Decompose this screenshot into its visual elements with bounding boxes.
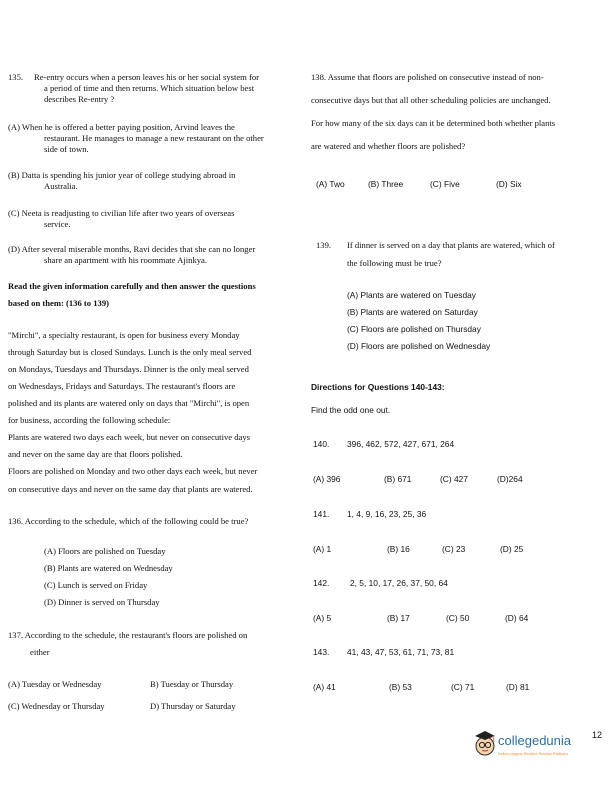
q138-stem: are watered and whether floors are polished? <box>311 141 466 151</box>
q135-option-a: restaurant. He manages to manage a new restaurant on the other <box>44 133 264 143</box>
passage-heading: Read the given information carefully and then answer the questions <box>8 281 256 291</box>
passage-line: for business, according the following schedule: <box>8 415 171 425</box>
q141-number: 141. <box>313 509 330 519</box>
logo-wordmark: collegedunia <box>498 733 572 748</box>
q142-option-a: (A) 5 <box>313 613 332 623</box>
passage-line: and never on the same day are that floors polished. <box>8 449 183 459</box>
collegedunia-logo <box>474 725 589 765</box>
q136-option-c: (C) Lunch is served on Friday <box>44 580 148 590</box>
q138-stem: For how many of the six days can it be determined both whether plants <box>311 118 556 128</box>
q135-option-d: (D) After several miserable months, Ravi decides that she can no longer <box>8 244 256 254</box>
passage-line: Floors are polished on Monday and two other days each week, but never <box>8 466 258 476</box>
q140-number: 140. <box>313 439 330 449</box>
passage-line: through Saturday but is closed Sundays. Lunch is the only meal served <box>8 347 252 357</box>
q139-stem: If dinner is served on a day that plants are watered, which of <box>347 240 555 250</box>
q135-option-a: side of town. <box>44 144 89 154</box>
q142-number: 142. <box>313 578 330 588</box>
passage-line: Plants are watered two days each week, but never on consecutive days <box>8 432 250 442</box>
q137-option-c: (C) Wednesday or Thursday <box>8 701 105 711</box>
q138-option-c: (C) Five <box>430 179 460 189</box>
q139-option-b: (B) Plants are watered on Saturday <box>347 307 478 317</box>
q139-option-c: (C) Floors are polished on Thursday <box>347 324 481 334</box>
q138-option-a: (A) Two <box>316 179 345 189</box>
q135-option-d: share an apartment with his roommate Ajinkya. <box>44 255 207 265</box>
q143-series: 41, 43, 47, 53, 61, 71, 73, 81 <box>347 647 455 657</box>
q138-option-b: (B) Three <box>368 179 404 189</box>
q139-option-a: (A) Plants are watered on Tuesday <box>347 290 476 300</box>
q140-series: 396, 462, 572, 427, 671, 264 <box>347 439 455 449</box>
q135-stem: describes Re-entry ? <box>44 94 115 104</box>
q141-series: 1, 4, 9, 16, 23, 25, 36 <box>347 509 427 519</box>
q136-option-d: (D) Dinner is served on Thursday <box>44 597 160 607</box>
q142-series: 2, 5, 10, 17, 26, 37, 50, 64 <box>350 578 448 588</box>
q136-option-b: (B) Plants are watered on Wednesday <box>44 563 173 573</box>
q141-option-a: (A) 1 <box>313 544 332 554</box>
q136-option-a: (A) Floors are polished on Tuesday <box>44 546 166 556</box>
passage-line: polished and its plants are watered only on days that "Mirchi", is open <box>8 398 250 408</box>
passage-heading: based on them: (136 to 139) <box>8 298 109 308</box>
passage-line: "Mirchi", a specialty restaurant, is open for business every Monday <box>8 330 240 340</box>
q142-option-b: (B) 17 <box>387 613 410 623</box>
q143-number: 143. <box>313 647 330 657</box>
q140-option-a: (A) 396 <box>313 474 341 484</box>
q135-stem: Re-entry occurs when a person leaves his or her social system for <box>34 72 260 82</box>
q141-option-b: (B) 16 <box>387 544 410 554</box>
q137-stem: 137. According to the schedule, the restaurant's floors are polished on <box>8 630 248 640</box>
q139-option-d: (D) Floors are polished on Wednesday <box>347 341 491 351</box>
q138-option-d: (D) Six <box>496 179 522 189</box>
passage-line: on Wednesdays, Fridays and Saturdays. The restaurant's floors are <box>8 381 236 391</box>
q141-option-d: (D) 25 <box>500 544 524 554</box>
q142-option-d: (D) 64 <box>505 613 529 623</box>
q142-option-c: (C) 50 <box>446 613 470 623</box>
passage-line: on Mondays, Tuesdays and Thursdays. Dinner is the only meal served <box>8 364 249 374</box>
logo-tagline: India's largest Student Review Platform <box>498 751 568 756</box>
q143-option-c: (C) 71 <box>451 682 475 692</box>
q143-option-d: (D) 81 <box>506 682 530 692</box>
q137-option-b: B) Tuesday or Thursday <box>150 679 234 689</box>
q135-option-b: Australia. <box>44 181 78 191</box>
q143-option-a: (A) 41 <box>313 682 336 692</box>
q139-number: 139. <box>316 240 332 250</box>
q141-option-c: (C) 23 <box>442 544 466 554</box>
directions-heading: Directions for Questions 140-143: <box>311 382 445 392</box>
q140-option-c: (C) 427 <box>440 474 468 484</box>
q135-option-c: (C) Neeta is readjusting to civilian life after two years of overseas <box>8 208 235 218</box>
q135-option-a: (A) When he is offered a better paying position, Arvind leaves the <box>8 122 235 132</box>
q137-stem: either <box>30 647 50 657</box>
q138-stem: 138. Assume that floors are polished on consecutive instead of non- <box>311 72 544 82</box>
q135-option-b: (B) Datta is spending his junior year of college studying abroad in <box>8 170 236 180</box>
q135-number: 135. <box>8 72 24 82</box>
passage-line: on consecutive days and never on the same day that plants are watered. <box>8 484 253 494</box>
q138-stem: consecutive days but that all other scheduling policies are unchanged. <box>311 95 551 105</box>
q135-stem: a period of time and then returns. Which situation below best <box>44 83 255 93</box>
q140-option-d: (D)264 <box>497 474 523 484</box>
q137-option-a: (A) Tuesday or Wednesday <box>8 679 102 689</box>
q139-stem: the following must be true? <box>347 258 442 268</box>
q143-option-b: (B) 53 <box>389 682 412 692</box>
directions-text: Find the odd one out. <box>311 405 391 415</box>
q137-option-d: D) Thursday or Saturday <box>150 701 236 711</box>
q140-option-b: (B) 671 <box>384 474 412 484</box>
q136-stem: 136. According to the schedule, which of the following could be true? <box>8 516 249 526</box>
q135-option-c: service. <box>44 219 71 229</box>
page-number: 12 <box>592 730 603 740</box>
